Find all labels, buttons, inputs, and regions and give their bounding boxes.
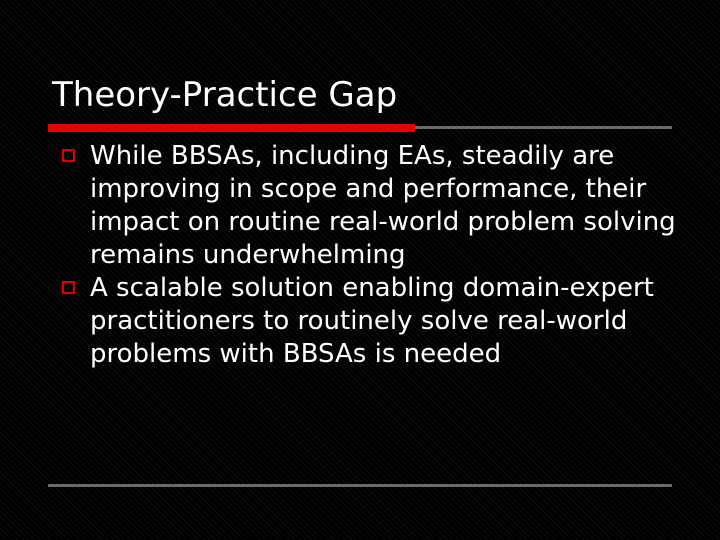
hollow-square-bullet-icon <box>62 281 75 294</box>
slide-title: Theory-Practice Gap <box>52 75 398 115</box>
title-underline-accent <box>48 124 415 132</box>
bullet-list <box>62 140 702 371</box>
title-underline-rule <box>415 126 672 129</box>
hollow-square-bullet-icon <box>62 149 75 162</box>
bullet-text: A scalable solution enabling domain-expert practitioners to routinely solve real-world problems with BBSAs is needed <box>90 273 654 369</box>
bullet-text: While BBSAs, including EAs, steadily are improving in scope and performance, their impact on routine real-world problem solving remains underwhelming <box>90 141 676 270</box>
footer-rule <box>48 484 672 487</box>
bullet-item <box>62 140 702 272</box>
bullet-item <box>62 272 702 371</box>
